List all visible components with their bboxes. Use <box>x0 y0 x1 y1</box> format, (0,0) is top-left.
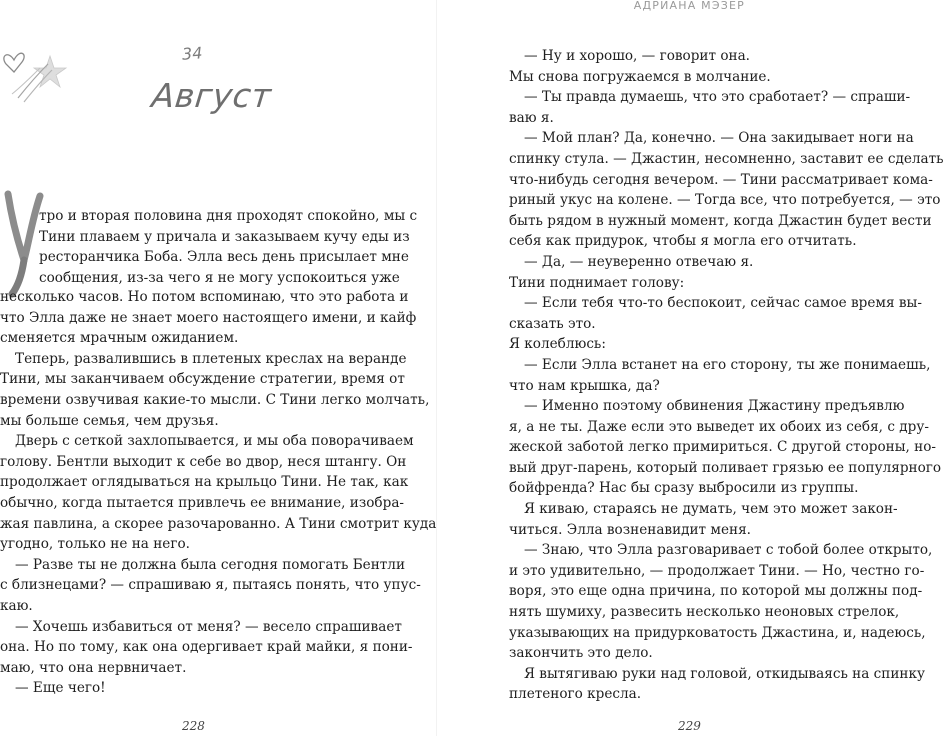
text-line: ресторанчика Боба. Элла весь день присылает мне <box>39 249 409 266</box>
text-line: сменяется мрачным ожиданием. <box>0 330 239 347</box>
text-line: вый друг-парень, который поливает грязью ее популярного <box>509 459 942 476</box>
text-line: она. Но по тому, как она одергивает край майки, я пони- <box>0 639 413 656</box>
text-line: и это удивительно, — продолжает Тини. — Но, честно го- <box>509 562 925 579</box>
text-line: маю, что она нервничает. <box>0 659 187 676</box>
text-line: указывающих на придурковатость Джастина, и, надеюсь, <box>509 624 926 641</box>
opening-paragraph <box>39 206 418 288</box>
text-line: — Да, — неуверенно отвечаю я. <box>524 253 754 270</box>
text-line: с близнецами? — спрашиваю я, пытаясь понять, что упус- <box>0 577 421 594</box>
text-line: нять шумиху, развесить несколько неоновых стрелок, <box>509 604 900 621</box>
text-line: — Разве ты не должна была сегодня помогать Бентли <box>15 556 406 573</box>
text-line: — Хочешь избавиться от меня? — весело спрашивает <box>15 618 402 635</box>
text-line: быть рядом в нужный момент, когда Джастин будет вести <box>509 212 932 229</box>
text-line: — Ну и хорошо, — говорит она. <box>524 48 751 64</box>
text-line: Теперь, развалившись в плетеных креслах на веранде <box>15 350 407 367</box>
text-line: спинку стула. — Джастин, несомненно, заставит ее сделать <box>509 150 944 167</box>
heart-star-doodle-icon <box>0 38 80 113</box>
text-line: — Именно поэтому обвинения Джастину предъявлю <box>524 398 905 415</box>
text-line: читься. Элла возненавидит меня. <box>509 521 751 538</box>
text-line: мы больше семья, чем друзья. <box>0 412 219 429</box>
right-body-text <box>509 46 944 705</box>
text-line: закончить это дело. <box>509 645 653 662</box>
page-number-right: 229 <box>678 719 701 733</box>
left-page <box>0 0 436 736</box>
text-line: каю. <box>0 597 33 614</box>
text-line: сообщения, из-за чего я не могу успокоиться уже <box>39 269 400 286</box>
text-line: я, а не ты. Даже если это выведет их обоих из себя, с дру- <box>509 418 929 435</box>
text-line: бойфренда? Нас бы сразу выбросили из группы. <box>509 480 859 497</box>
text-line: голову. Бентли выходит к себе во двор, неся штангу. Он <box>0 453 407 470</box>
chapter-title: Август <box>149 76 274 115</box>
text-line: Я колеблюсь: <box>509 336 606 353</box>
running-head: АДРИАНА МЭЗЕР <box>633 0 745 12</box>
chapter-number: 34 <box>181 43 203 64</box>
text-line: несколько часов. Но потом вспоминаю, что это работа и <box>0 289 409 305</box>
text-line: Я вытягиваю руки над головой, откидываясь на спинку <box>524 665 925 682</box>
text-line: времени озвучивая какие-то мысли. С Тини легко молчать, <box>0 391 430 408</box>
text-line: угодно, только не на него. <box>0 536 190 553</box>
page-number-left: 228 <box>182 719 205 733</box>
text-line: жая павлина, а скорее разочарованно. А Тини смотрит куда <box>0 515 437 532</box>
text-line: что-нибудь сегодня вечером. — Тини рассматривает кома- <box>509 171 933 188</box>
text-line: Дверь с сеткой захлопывается, и мы оба поворачиваем <box>15 433 414 450</box>
left-body-text <box>0 287 437 699</box>
text-line: — Знаю, что Элла разговаривает с тобой более открыто, <box>524 542 933 559</box>
text-line: — Если Элла встанет на его сторону, ты же понимаешь, <box>524 356 931 373</box>
text-line: риный укус на колене. — Тогда все, что потребуется, — это <box>509 192 941 209</box>
text-line: Тини плаваем у причала и заказываем кучу еды из <box>39 228 410 245</box>
text-line: воря, это еще одна причина, по которой мы должны под- <box>509 583 923 600</box>
text-line: Я киваю, стараясь не думать, чем это может закон- <box>524 501 898 518</box>
text-line: Тини, мы заканчиваем обсуждение стратегии, время от <box>0 371 405 388</box>
text-line: продолжает оглядываться на крыльцо Тини. Не так, как <box>0 474 409 491</box>
text-line: Тини поднимает голову: <box>509 274 685 291</box>
text-line: — Если тебя что-то беспокоит, сейчас самое время вы- <box>524 295 922 312</box>
text-line: сказать это. <box>509 315 596 332</box>
text-line: — Еще чего! <box>15 680 106 697</box>
text-line: обычно, когда пытается привлечь ее внимание, изобра- <box>0 494 405 511</box>
text-line: плетеного кресла. <box>509 686 642 703</box>
text-line: что нам крышка, да? <box>509 377 660 394</box>
text-line: ваю я. <box>509 109 554 126</box>
text-line: — Мой план? Да, конечно. — Она закидывает ноги на <box>524 130 914 147</box>
text-line: жеской заботой легко примириться. С другой стороны, но- <box>509 439 937 456</box>
text-line: что Элла даже не знает моего настоящего имени, и кайф <box>0 309 417 326</box>
text-line: тро и вторая половина дня проходят спокойно, мы с <box>39 208 418 224</box>
right-page <box>437 0 944 736</box>
text-line: — Ты правда думаешь, что это сработает? — спраши- <box>524 89 911 106</box>
text-line: себя как придурок, чтобы я могла его отчитать. <box>509 233 857 250</box>
text-line: Мы снова погружаемся в молчание. <box>509 68 771 85</box>
